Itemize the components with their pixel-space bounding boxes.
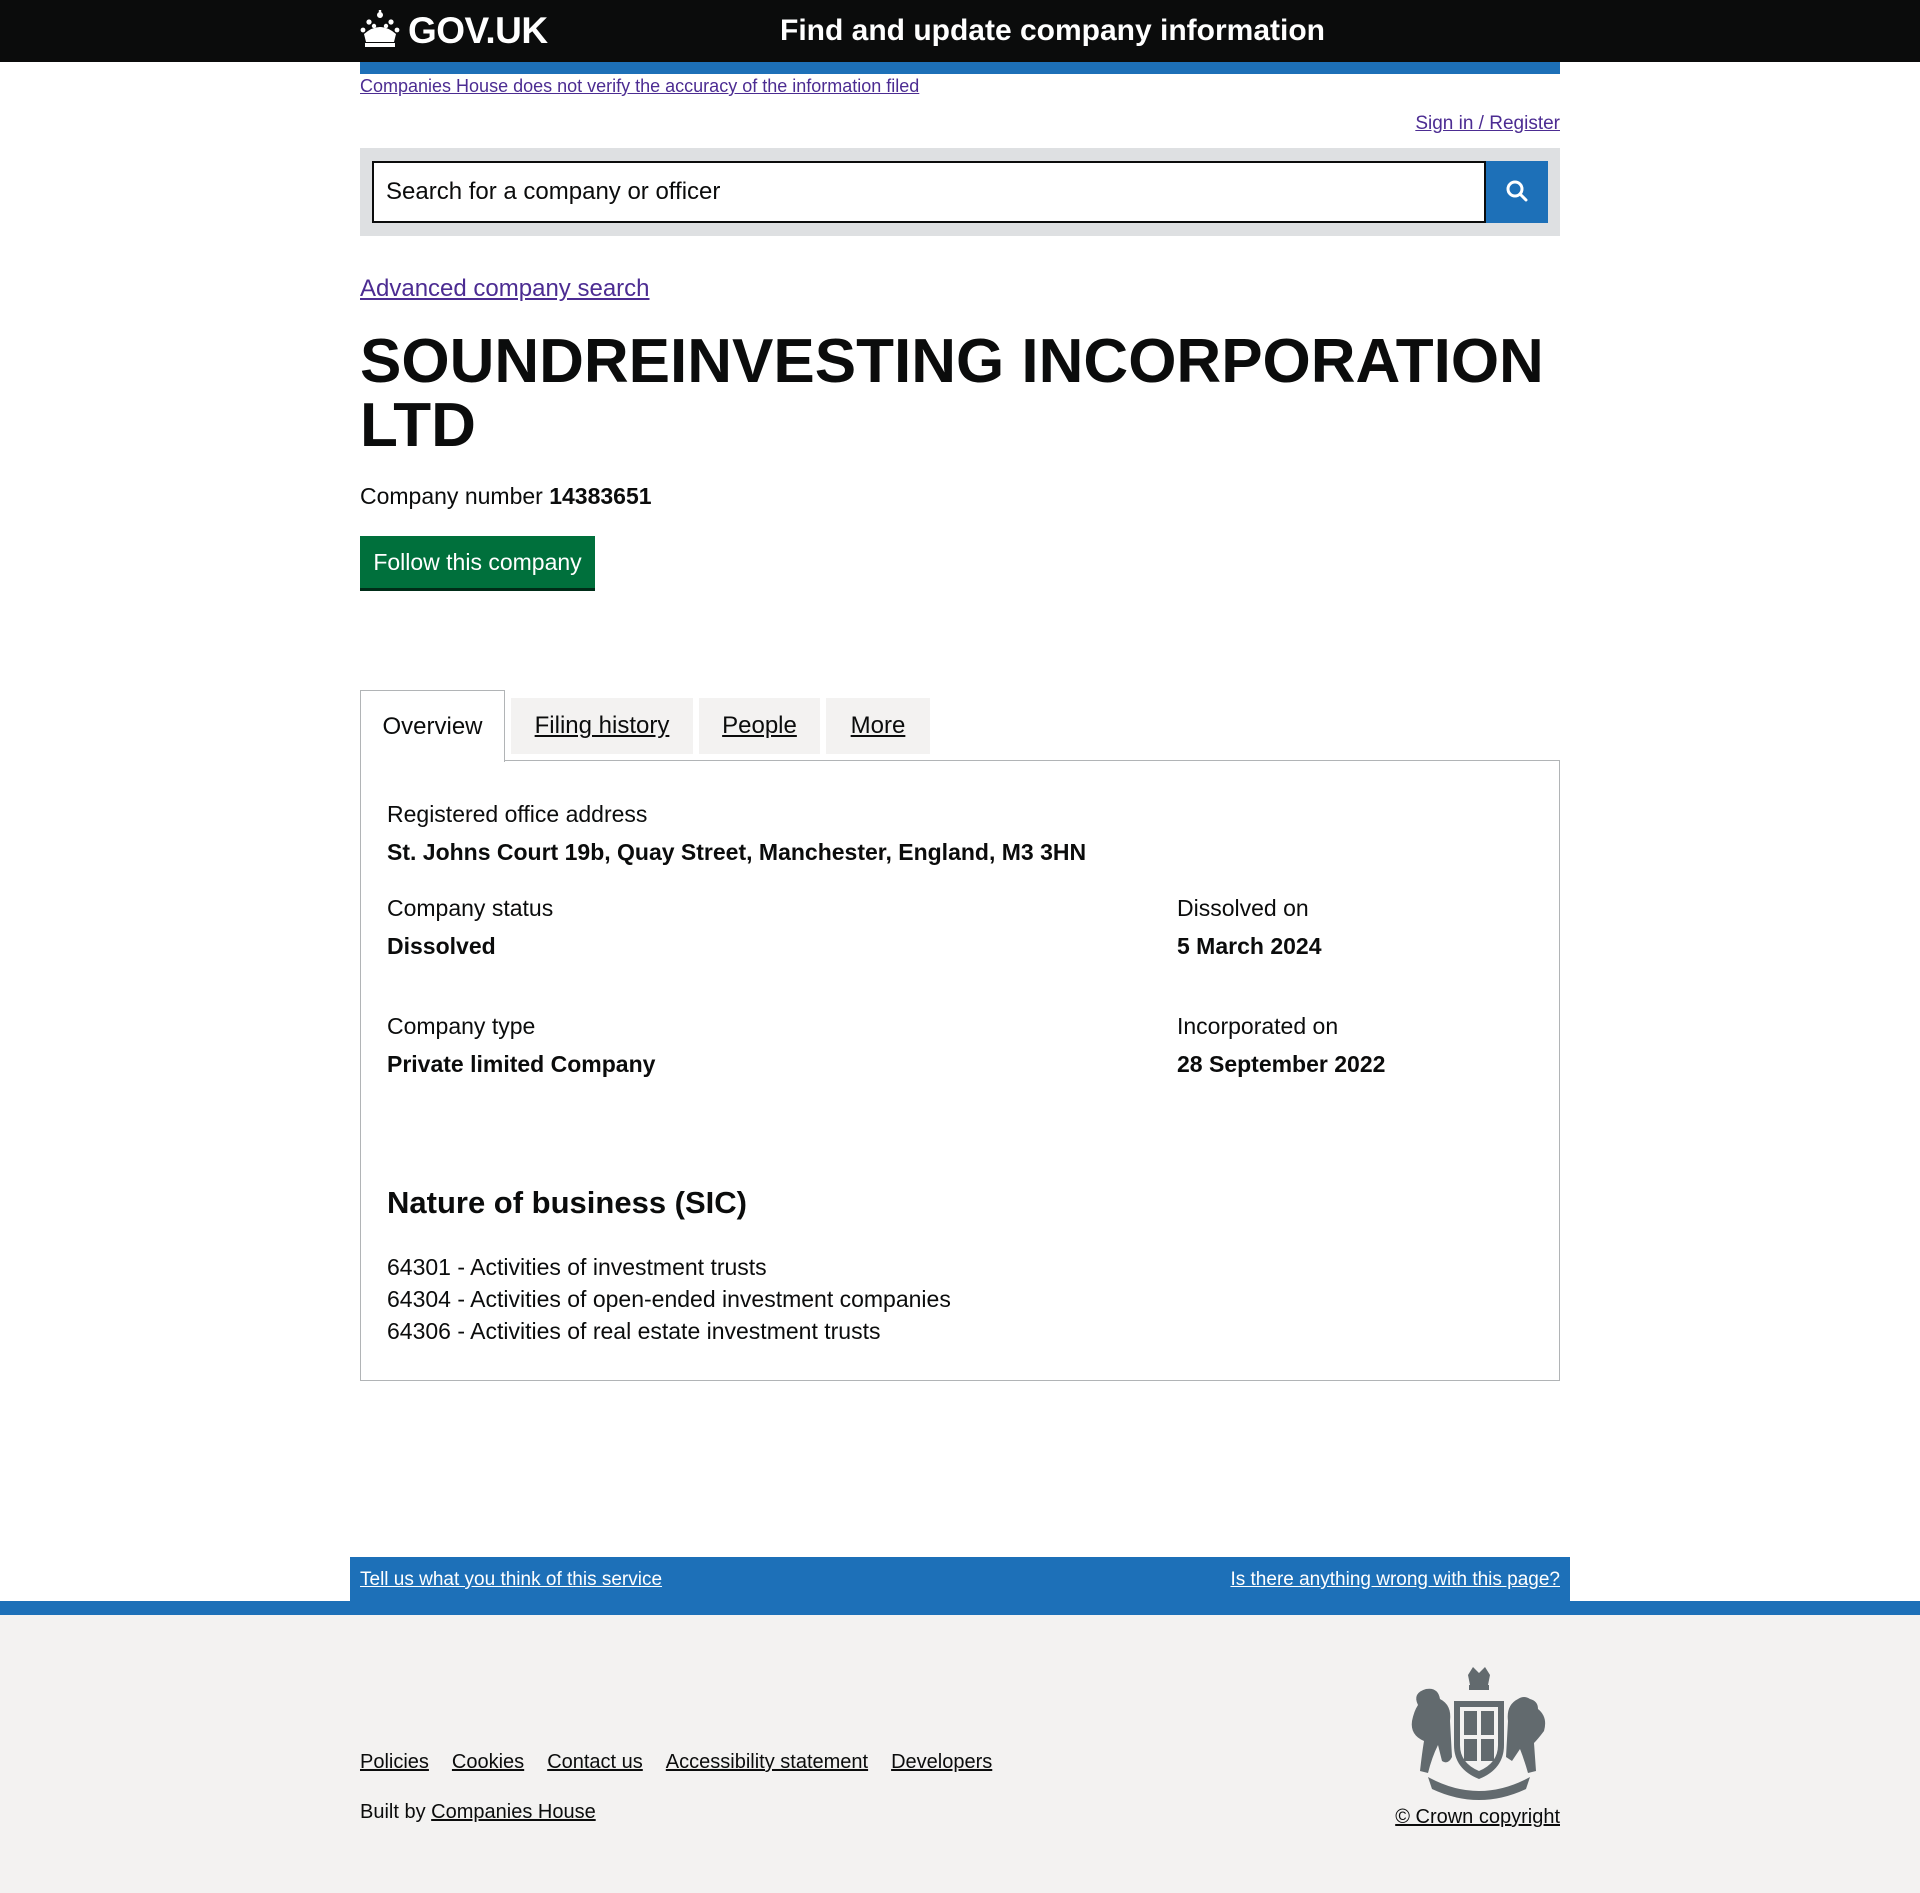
footer-link-developers[interactable]: Developers bbox=[891, 1751, 993, 1773]
tab-filing-history[interactable]: Filing history bbox=[511, 698, 693, 754]
companies-house-link[interactable]: Companies House bbox=[431, 1801, 596, 1823]
sic-item: 64306 - Activities of real estate investment trusts bbox=[387, 1318, 881, 1344]
feedback-link[interactable]: Tell us what you think of this service bbox=[360, 1569, 663, 1590]
logo-text: GOV.UK bbox=[408, 10, 548, 51]
search-bar bbox=[360, 148, 1560, 236]
footer-link-contact-us[interactable]: Contact us bbox=[547, 1751, 643, 1773]
sic-item: 64301 - Activities of investment trusts bbox=[387, 1254, 767, 1280]
company-type-value: Private limited Company bbox=[387, 1051, 656, 1077]
company-number-label: Company number bbox=[360, 483, 543, 509]
sic-list bbox=[387, 1251, 951, 1347]
company-number-value: 14383651 bbox=[549, 483, 652, 509]
dissolved-on-label: Dissolved on bbox=[1177, 895, 1309, 921]
registered-office-value: St. Johns Court 19b, Quay Street, Manchester, England, M3 3HN bbox=[387, 839, 1087, 865]
tab-more[interactable]: More bbox=[826, 698, 930, 754]
footer-link-cookies[interactable]: Cookies bbox=[451, 1751, 525, 1773]
crown-icon bbox=[360, 10, 400, 53]
incorporated-on-label: Incorporated on bbox=[1177, 1013, 1339, 1039]
tab-people[interactable]: People bbox=[699, 698, 820, 754]
sic-heading: Nature of business (SIC) bbox=[387, 1185, 747, 1220]
report-problem-link[interactable]: Is there anything wrong with this page? bbox=[1230, 1569, 1560, 1590]
header-blue-bar bbox=[360, 62, 1560, 74]
tab-overview[interactable]: Overview bbox=[360, 690, 505, 762]
built-by bbox=[360, 1801, 596, 1824]
footer-links bbox=[360, 1751, 992, 1774]
follow-company-button[interactable]: Follow this company bbox=[360, 536, 595, 588]
company-number bbox=[360, 483, 652, 510]
dissolved-on-value: 5 March 2024 bbox=[1177, 933, 1322, 959]
incorporated-on-value: 28 September 2022 bbox=[1177, 1051, 1386, 1077]
feedback-bar bbox=[350, 1557, 1570, 1605]
crown-copyright-link[interactable]: © Crown copyright bbox=[1395, 1806, 1560, 1828]
company-status-value: Dissolved bbox=[387, 933, 496, 959]
sic-item: 64304 - Activities of open-ended investment companies bbox=[387, 1286, 951, 1312]
sign-in-register-link[interactable]: Sign in / Register bbox=[1415, 113, 1560, 134]
advanced-company-search-link[interactable]: Advanced company search bbox=[360, 275, 650, 302]
company-status-label: Company status bbox=[387, 895, 554, 921]
search-icon bbox=[1505, 179, 1529, 206]
disclaimer-link[interactable]: Companies House does not verify the accuracy of the information filed bbox=[360, 76, 920, 96]
registered-office-label: Registered office address bbox=[387, 801, 648, 827]
company-name-heading: SOUNDREINVESTING INCORPORATION LTD bbox=[360, 327, 1544, 460]
built-by-prefix: Built by bbox=[360, 1801, 426, 1823]
search-button[interactable] bbox=[1486, 161, 1548, 223]
footer-link-policies[interactable]: Policies bbox=[360, 1751, 429, 1773]
search-input[interactable] bbox=[372, 161, 1486, 223]
company-type-label: Company type bbox=[387, 1013, 536, 1039]
royal-coat-of-arms bbox=[1398, 1665, 1560, 1803]
site-header bbox=[0, 0, 1920, 62]
footer-link-accessibility[interactable]: Accessibility statement bbox=[665, 1751, 869, 1773]
site-footer bbox=[0, 1615, 1920, 1893]
overview-panel bbox=[360, 760, 1560, 1381]
govuk-logo-link[interactable] bbox=[360, 9, 548, 53]
service-name[interactable]: Find and update company information bbox=[780, 14, 1326, 47]
